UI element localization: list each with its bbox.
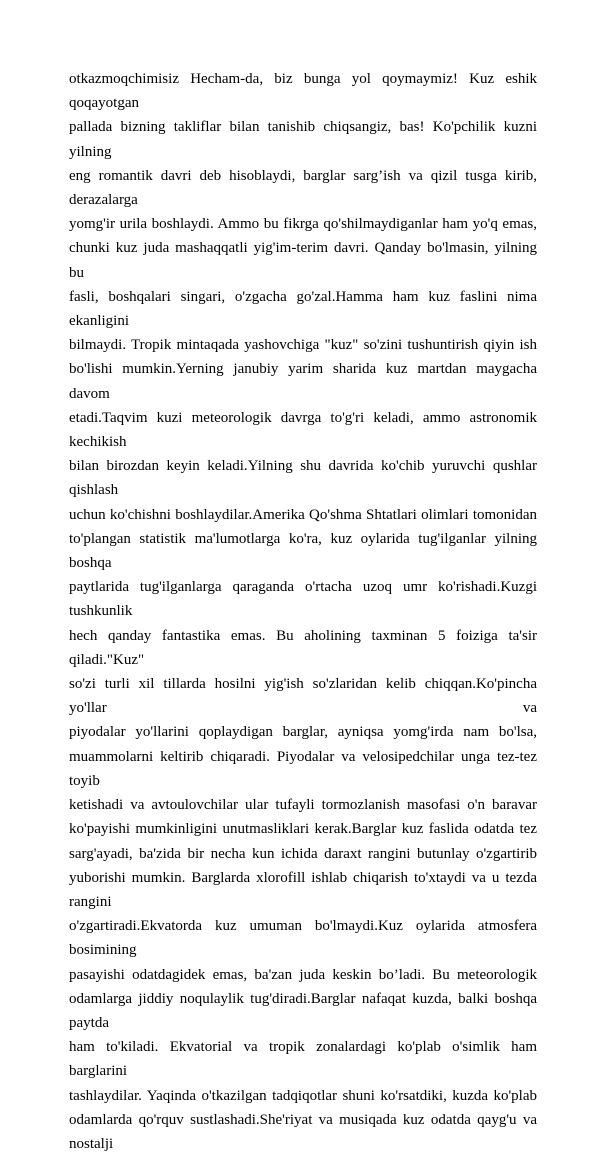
text-line: so'zi turli xil tillarda hosilni yig'ish so'zlaridan kelib chiqqan.Ko'pincha yo'llar va <box>69 676 537 717</box>
text-line: eng romantik davri deb hisoblaydi, barglar sarg’ish va qizil tusga kirib, derazalarga <box>69 167 537 209</box>
text-line: fasli, boshqalari singari, o'zgacha go'zal.Hamma ham kuz faslini nima ekanligini <box>69 288 537 330</box>
text-line: piyodalar yo'llarini qoplaydigan barglar, ayniqsa yomg'irda nam bo'lsa, <box>69 724 537 741</box>
text-line: hech qanday fantastika emas. Bu aholining taxminan 5 foiziga ta'sir qiladi."Kuz" <box>69 627 537 668</box>
text-line: odamlarda qo'rquv sustlashadi.She'riyat va musiqada kuz odatda qayg'u va nostalji <box>69 1111 537 1152</box>
text-line: etadi.Taqvim kuzi meteorologik davrga to'g'ri keladi, ammo astronomik kechikish <box>69 409 537 451</box>
text-line: ketishadi va avtoulovchilar ular tufayli tormozlanish masofasi o'n baravar <box>69 797 537 814</box>
text-line: tashlaydilar. Yaqinda o'tkazilgan tadqiqotlar shuni ko'rsatdiki, kuzda ko'plab <box>69 1087 537 1104</box>
text-line: to'plangan statistik ma'lumotlarga ko'ra, kuz oylarida tug'ilganlar yilning boshqa <box>69 530 537 572</box>
text-line: ham to'kiladi. Ekvatorial va tropik zonalardagi ko'plab o'simlik ham barglarini <box>69 1039 537 1080</box>
text-line: pallada bizning takliflar bilan tanishib chiqsangiz, bas! Ko'pchilik kuzni yilning <box>69 119 537 160</box>
text-line: yuborishi mumkin. Barglarda xlorofill ishlab chiqarish to'xtaydi va u tezda rangini <box>69 869 537 910</box>
text-line: paytlarida tug'ilganlarga qaraganda o'rtacha uzoq umr ko'rishadi.Kuzgi tushkunlik <box>69 579 537 620</box>
text-line: uchun ko'chishni boshlaydilar.Amerika Qo'shma Shtatlari olimlari tomonidan <box>69 506 537 523</box>
text-line: pasayishi odatdagidek emas, ba'zan juda keskin bo’ladi. Bu meteorologik <box>69 966 537 983</box>
text-line: muammolarni keltirib chiqaradi. Piyodalar va velosipedchilar unga tez-tez toyib <box>69 748 537 789</box>
text-line: yomg'ir urila boshlaydi. Ammo bu fikrga qo'shilmaydiganlar ham yo'q emas, <box>69 216 537 233</box>
text-line: bo'lishi mumkin.Yerning janubiy yarim sharida kuz martdan maygacha davom <box>69 361 537 402</box>
text-line: o'zgartiradi.Ekvatorda kuz umuman bo'lmaydi.Kuz oylarida atmosfera bosimining <box>69 918 537 959</box>
text-line: otkazmoqchimisiz Hecham-da, biz bunga yol qoymaymiz! Kuz eshik qoqayotgan <box>69 71 537 112</box>
text-line: bilan birozdan keyin keladi.Yilning shu davrida ko'chib yuruvchi qushlar qishlash <box>69 458 537 499</box>
text-line: bilmaydi. Tropik mintaqada yashovchiga "kuz" so'zini tushuntirish qiyin ish <box>69 337 537 354</box>
paragraph <box>69 67 537 1156</box>
text-line: ko'payishi mumkinligini unutmasliklari kerak.Barglar kuz faslida odatda tez <box>69 821 537 838</box>
text-line: sarg'ayadi, ba'zida bir necha kun ichida daraxt rangini butunlay o'zgartirib <box>69 845 537 862</box>
text-line: chunki kuz juda mashaqqatli yig'im-terim davri. Qanday bo'lmasin, yilning bu <box>69 240 537 281</box>
text-line: odamlarga jiddiy noqulaylik tug'diradi.Barglar nafaqat kuzda, balki boshqa paytda <box>69 990 537 1031</box>
